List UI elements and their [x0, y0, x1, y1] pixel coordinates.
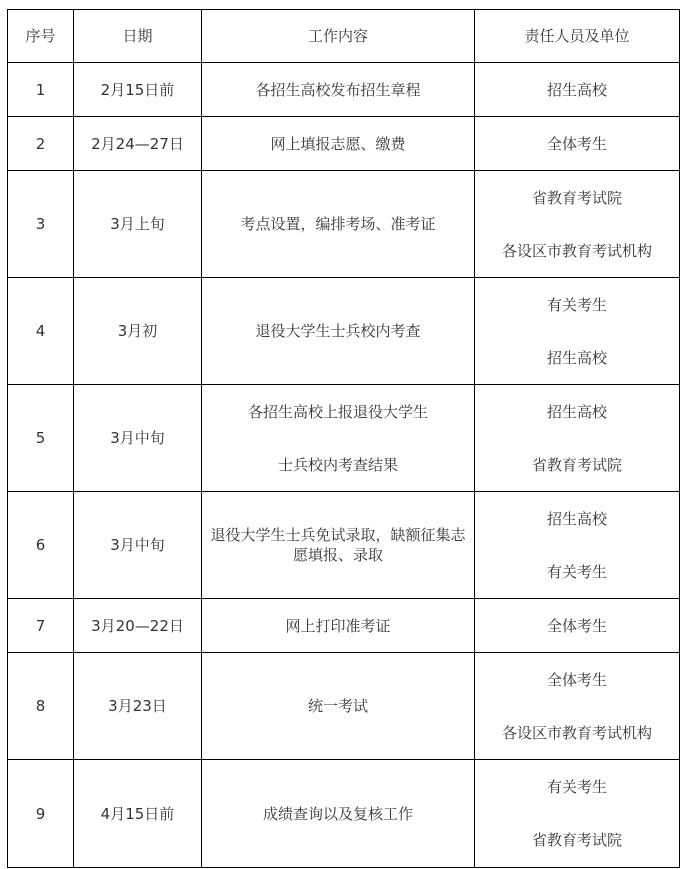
row-work — [202, 171, 475, 278]
row-responsible — [475, 492, 680, 599]
work-line: 各招生高校发布招生章程 — [255, 80, 421, 99]
row-date: 4月15日前 — [74, 760, 202, 868]
responsible-line: 各设区市教育考试机构 — [501, 723, 652, 742]
work-line: 各招生高校上报退役大学生 — [247, 402, 428, 421]
work-line: 考点设置，编排考场、准考证 — [240, 215, 436, 233]
row-work — [202, 492, 475, 599]
responsible-line: 全体考生 — [546, 670, 607, 689]
responsible-line: 有关考生 — [546, 562, 607, 581]
header-date: 日期 — [74, 10, 202, 63]
row-no: 2 — [8, 117, 74, 171]
responsible-line: 招生高校 — [546, 509, 607, 528]
row-responsible — [475, 63, 680, 117]
row-no: 1 — [8, 63, 74, 117]
responsible-line: 各设区市教育考试机构 — [501, 241, 652, 260]
row-date: 3月中旬 — [74, 385, 202, 492]
responsible-line: 省教育考试院 — [531, 188, 622, 207]
row-work — [202, 278, 475, 385]
table-row — [8, 63, 680, 117]
work-line: 退役大学生士兵校内考查 — [255, 322, 421, 340]
work-line: 成绩查询以及复核工作 — [262, 804, 413, 823]
row-work — [202, 63, 475, 117]
header-responsible: 责任人员及单位 — [475, 10, 680, 63]
work-line: 网上填报志愿、缴费 — [270, 134, 406, 153]
row-date: 3月20—22日 — [74, 599, 202, 653]
row-date: 3月中旬 — [74, 492, 202, 599]
row-responsible — [475, 385, 680, 492]
row-responsible — [475, 171, 680, 278]
work-line: 统一考试 — [307, 697, 368, 715]
table-row — [8, 385, 680, 492]
row-responsible — [475, 760, 680, 868]
row-no: 7 — [8, 599, 74, 653]
responsible-line: 全体考生 — [546, 134, 607, 153]
row-responsible — [475, 278, 680, 385]
row-responsible — [475, 653, 680, 760]
schedule-table — [7, 9, 680, 868]
row-work — [202, 760, 475, 868]
row-date: 2月24—27日 — [74, 117, 202, 171]
row-responsible — [475, 117, 680, 171]
row-responsible — [475, 599, 680, 653]
row-date: 3月初 — [74, 278, 202, 385]
table-row — [8, 599, 680, 653]
table-row — [8, 492, 680, 599]
row-work — [202, 599, 475, 653]
row-no: 5 — [8, 385, 74, 492]
header-work: 工作内容 — [202, 10, 475, 63]
responsible-line: 招生高校 — [546, 348, 607, 367]
table-row — [8, 653, 680, 760]
table-header-row — [8, 10, 680, 63]
work-line: 退役大学生士兵免试录取，缺额征集志愿填报、录取 — [210, 526, 466, 564]
row-no: 8 — [8, 653, 74, 760]
work-line: 网上打印准考证 — [285, 616, 391, 635]
responsible-line: 有关考生 — [546, 295, 607, 314]
table-row — [8, 760, 680, 868]
row-no: 6 — [8, 492, 74, 599]
responsible-line: 省教育考试院 — [531, 831, 622, 849]
responsible-line: 全体考生 — [546, 616, 607, 635]
header-no: 序号 — [8, 10, 74, 63]
table-row — [8, 171, 680, 278]
row-date: 3月上旬 — [74, 171, 202, 278]
row-work — [202, 653, 475, 760]
row-work — [202, 385, 475, 492]
row-no: 4 — [8, 278, 74, 385]
table-row — [8, 278, 680, 385]
responsible-line: 有关考生 — [546, 778, 607, 796]
responsible-line: 招生高校 — [546, 80, 607, 99]
row-no: 9 — [8, 760, 74, 868]
table-row — [8, 117, 680, 171]
responsible-line: 招生高校 — [546, 402, 607, 421]
row-date: 3月23日 — [74, 653, 202, 760]
responsible-line: 省教育考试院 — [531, 455, 622, 474]
row-date: 2月15日前 — [74, 63, 202, 117]
row-work — [202, 117, 475, 171]
work-line: 士兵校内考查结果 — [277, 455, 398, 474]
row-no: 3 — [8, 171, 74, 278]
